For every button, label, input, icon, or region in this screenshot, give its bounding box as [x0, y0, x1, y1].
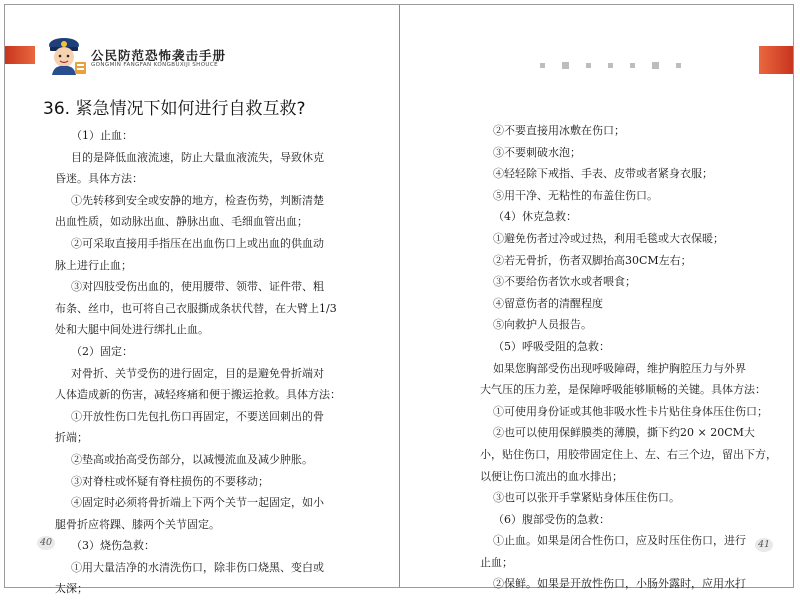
right-text-line: （5）呼吸受阻的急救： — [493, 339, 610, 353]
right-text-line: ①避免伤者过冷或过热，利用毛毯或大衣保暖； — [493, 231, 724, 245]
left-text-line: ②可采取直接用手指压在出血伤口上或出血的供血动 — [71, 236, 324, 250]
right-text-line: 小，贴住伤口，用胶带固定住上、左、右三个边，留出下方， — [480, 447, 777, 461]
right-body-text — [480, 120, 777, 595]
left-text-line: 布条、丝巾，也可将自己衣服撕成条状代替，在大臂上1/3 — [55, 301, 337, 315]
page-number-right: 41 — [755, 538, 773, 552]
right-text-line: （6）腹部受伤的急救： — [493, 512, 610, 526]
right-text-line: ⑤用干净、无粘性的布盖住伤口。 — [493, 188, 658, 202]
right-text-line: ②也可以使用保鲜膜类的薄膜，撕下约20 × 20CM大 — [493, 426, 755, 440]
left-text-line: ①开放性伤口先包扎伤口再固定，不要送回刺出的骨 — [71, 409, 324, 423]
book-subtitle: GONGMIN FANGFAN KONGBUXIJI SHOUCE — [91, 62, 218, 68]
book-title: 公民防范恐怖袭击手册 — [91, 48, 227, 63]
right-text-line: ②若无骨折，伤者双脚抬高30CM左右； — [493, 253, 692, 267]
left-text-line: 处和大腿中间处进行绑扎止血。 — [55, 323, 209, 337]
right-text-line: （4）休克急救： — [493, 210, 577, 224]
right-text-line: ⑤向救护人员报告。 — [493, 318, 592, 332]
right-text-line: ③不要给伤者饮水或者喂食； — [493, 275, 636, 289]
right-text-line: 如果您胸部受伤出现呼吸障碍，维护胸腔压力与外界 — [493, 361, 746, 375]
left-text-line: 昏迷。具体方法： — [55, 172, 143, 186]
left-page — [5, 5, 400, 596]
right-text-line: ④轻轻除下戒指、手表、皮带或者紧身衣服； — [493, 167, 713, 181]
police-mascot-icon — [42, 35, 90, 75]
right-text-line: ③也可以张开手掌紧贴身体压住伤口。 — [493, 491, 680, 505]
left-body-text — [55, 125, 349, 600]
left-text-line: 脉上进行止血； — [55, 258, 132, 272]
left-text-line: ④固定时必须将骨折端上下两个关节一起固定，如小 — [71, 496, 324, 510]
right-text-line: ③不要刺破水泡； — [493, 145, 581, 159]
right-text-line: ②不要直接用冰敷在伤口； — [493, 124, 625, 137]
page-number-left: 40 — [37, 536, 55, 550]
left-text-line: ③对四肢受伤出血的，使用腰带、领带、证件带、粗 — [71, 280, 324, 294]
left-text-line: ②垫高或抬高受伤部分，以减慢流血及减少肿胀。 — [71, 452, 313, 466]
left-text-line: 太深； — [55, 582, 88, 596]
left-text-line: 出血性质，如动脉出血、静脉出血、毛细血管出血； — [55, 215, 308, 229]
left-text-line: （2）固定： — [71, 344, 133, 358]
left-text-line: 折端； — [55, 431, 88, 445]
left-text-line: （1）止血： — [71, 129, 133, 142]
right-text-line: ①可使用身份证或其他非吸水性卡片贴住身体压住伤口； — [493, 404, 768, 418]
left-text-line: ③对脊柱或怀疑有脊柱损伤的不要移动； — [71, 474, 269, 488]
book-spread — [4, 4, 794, 596]
left-text-line: （3）烧伤急救： — [71, 539, 155, 553]
section-title: 36. 紧急情况下如何进行自救互救? — [43, 99, 306, 119]
left-text-line: 目的是降低血液流速，防止大量血液流失，导致休克 — [71, 150, 324, 164]
right-text-line: 以便让伤口流出的血水排出； — [480, 469, 623, 483]
left-text-line: ①先转移到安全或安静的地方，检查伤势，判断清楚 — [71, 193, 324, 207]
header-dots — [540, 63, 681, 69]
right-text-line: ①止血。如果是闭合性伤口，应及时压住伤口，进行 — [493, 534, 746, 548]
header-accent-bar — [5, 46, 35, 64]
right-text-line: ④留意伤者的清醒程度 — [493, 296, 603, 310]
right-text-line: ②保鲜。如果是开放性伤口，小肠外露时，应用水打 — [493, 577, 746, 591]
header-accent-bar-right — [759, 46, 793, 74]
right-text-line: 大气压的压力差，是保障呼吸能够顺畅的关键。具体方法： — [480, 383, 766, 397]
right-text-line: 止血； — [480, 555, 513, 569]
left-text-line: ①用大量洁净的水清洗伤口，除非伤口烧黑、变白或 — [71, 560, 324, 574]
left-text-line: 人体造成新的伤害，减轻疼痛和便于搬运抢救。具体方法： — [55, 388, 341, 402]
left-text-line: 腿骨折应将踝、膝两个关节固定。 — [55, 517, 220, 531]
left-text-line: 对骨折、关节受伤的进行固定，目的是避免骨折端对 — [71, 366, 324, 380]
